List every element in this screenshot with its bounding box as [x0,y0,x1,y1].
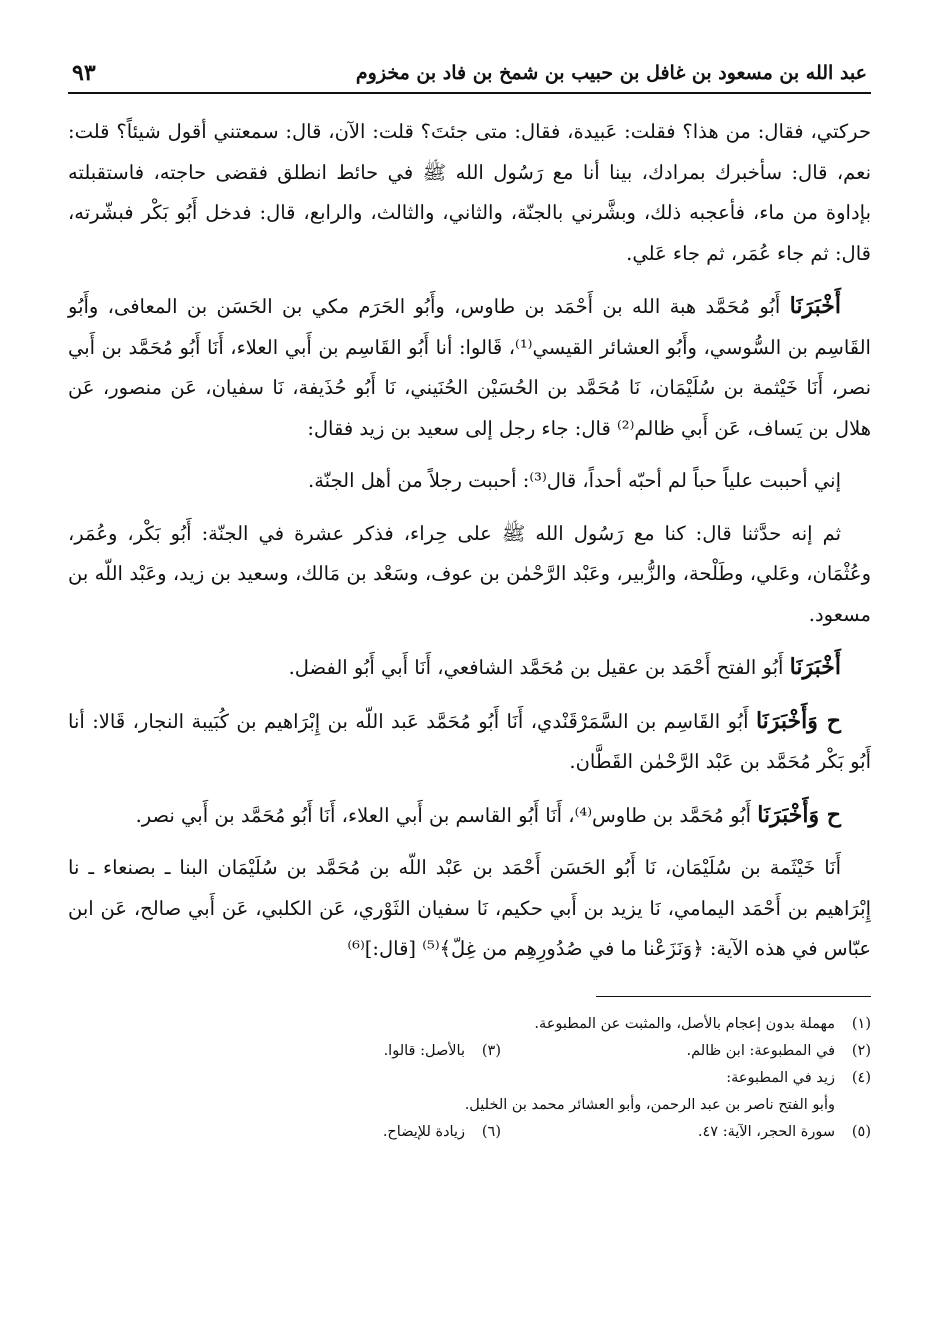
footnote-number: (١) [851,1015,871,1032]
paragraph-text: حركتي، فقال: من هذا؟ فقلت: عَبيدة، فقال: متى جئتَ؟ قلت: الآن، قال: سمعتني أقول شيئاً؟ قلت: نعم، قال: سأخبرك بمرادك، بينا أنا مع رَسُول الله ﷺ في حائط انطلق فقضى حاجته، فاستقبلته بإداوة من ماء، فأعجبه ذلك، وبشَّرني بالجنّة، والثاني، والثالث، والرابع، قال: فدخل أَبُو بَكْر فبشّرته، قال: ثم جاء عُمَر، ثم جاء عَلي. [68,120,871,265]
paragraph [68,795,871,837]
paragraph [68,701,871,783]
footnote-5 [501,1119,871,1146]
footnote-4-continuation: وأبو الفتح ناصر بن عبد الرحمن، وأبو العشائر محمد بن الخليل. [464,1096,835,1113]
paragraph [68,647,871,689]
footnote-4 [68,1065,871,1092]
paragraph-lead: أَخْبَرَنَا [789,293,841,319]
paragraph-text: أَبُو القَاسِم بن السَّمَرْقَنْدي، أَنَا أَبُو مُحَمَّد عَبد اللّه بن إِبْرَاهيم بن كُبَيبة النجار، قَالا: أنا أَبُو بَكْر مُحَمَّد بن عَبْد الرَّحْمٰن القَطَّان. [68,709,871,773]
paragraph-lead: ح وَأَخْبَرَنَا [755,707,841,734]
footnote-2 [501,1038,871,1065]
paragraph-text: ثم إنه حدَّثنا قال: كنا مع رَسُول الله ﷺ على حِراء، فذكر عشرة في الجنّة: أَبُو بَكْر، وعُمَر، وعُثْمَان، وعَلي، وطَلْحة، والزُّبير، وعَبْد الرَّحْمٰن بن عوف، وسَعْد بن مَالك، وسعيد بن زيد، وعَبْد اللّه بن مسعود. [68,521,871,626]
running-header [68,58,871,94]
paragraph-text: أَنَا خَيْثَمة بن سُلَيْمَان، نَا أَبُو الحَسَن أَحْمَد بن عَبْد اللّه بن مُحَمَّد بن سُلَيْمَان البنا ـ بصنعاء ـ نا إِبْرَاهيم بن أَحْمَد اليمامي، نَا يزيد بن أَبي حكيم، نَا سفيان الثَوْري، عَن الكلبي، عَن أَبي صالح، عَن ابن عبّاس في هذه الآية: ﴿وَنَزَعْنا ما في صُدُورِهِم من غِلّ﴾⁽⁵⁾ [قال:]⁽⁶⁾ [68,856,871,960]
paragraph [68,286,871,449]
footnote-6 [201,1119,501,1146]
footnote-1 [68,1011,871,1038]
footnote-number: (٣) [481,1042,501,1059]
paragraph-text: أَبُو مُحَمَّد هبة الله بن أَحْمَد بن طاوس، وأَبُو الحَرَم مكي بن الحَسَن بن المعافى، وأَبُو القَاسِم بن السُّوسي، وأَبُو العشائر القيسي⁽¹⁾، قَالوا: أنا أَبُو القَاسِم بن أَبي العلاء، أَنَا أَبُو مُحَمَّد بن أَبي نصر، أَنَا خَيْثمة بن سُلَيْمَان، نَا مُحَمَّد بن الحُسَيْن الحُنَيني، نَا أَبُو حُذَيفة، نَا سفيان، عَن منصور، عَن هلال بن يَساف، عَن أَبي ظالم⁽²⁾ قال: جاء رجل إلى سعيد بن زيد فقال: [68,295,871,440]
page-number: ٩٣ [72,60,96,86]
footnote-number: (٦) [481,1123,501,1140]
footnote-text: زيادة للإيضاح. [382,1123,465,1140]
paragraph [68,112,871,274]
footnote-number: (٢) [851,1042,871,1059]
paragraph [68,514,871,636]
paragraph [68,848,871,970]
footnote-row [68,1038,871,1065]
footnotes [68,1011,871,1146]
footnote-text: زيد في المطبوعة: [726,1069,835,1086]
paragraph-lead: ح وَأَخْبَرَنَا [757,801,841,828]
footnote-text: سورة الحجر، الآية: ٤٧. [697,1123,835,1140]
footnote-row [68,1119,871,1146]
footnote-text: في المطبوعة: ابن ظالم. [686,1042,835,1059]
paragraph-text: إني أحببت علياً حباً لم أحبّه أحداً، قال⁽³⁾: أحببت رجلاً من أهل الجنّة. [308,469,841,492]
footnote-text: بالأصل: قالوا. [383,1042,465,1059]
footnote-3 [201,1038,501,1065]
footnote-divider [596,996,871,997]
footnote-number: (٥) [851,1123,871,1140]
paragraph [68,461,871,502]
paragraph-text: أَبُو مُحَمَّد بن طاوس⁽⁴⁾، أَنَا أَبُو القاسم بن أَبي العلاء، أَنَا أَبُو مُحَمَّد بن أَبي نصر. [135,803,758,827]
footnote-number: (٤) [851,1069,871,1086]
main-text [68,112,871,970]
footnote-text: مهملة بدون إعجام بالأصل، والمثبت عن المطبوعة. [534,1015,835,1032]
paragraph-text: أَبُو الفتح أَحْمَد بن عقيل بن مُحَمَّد الشافعي، أَنَا أَبي أَبُو الفضل. [288,656,790,679]
header-title: عبد الله بن مسعود بن غافل بن حبيب بن شمخ بن فاد بن مخزوم [355,62,867,84]
paragraph-lead: أَخْبَرَنَا [789,654,841,680]
